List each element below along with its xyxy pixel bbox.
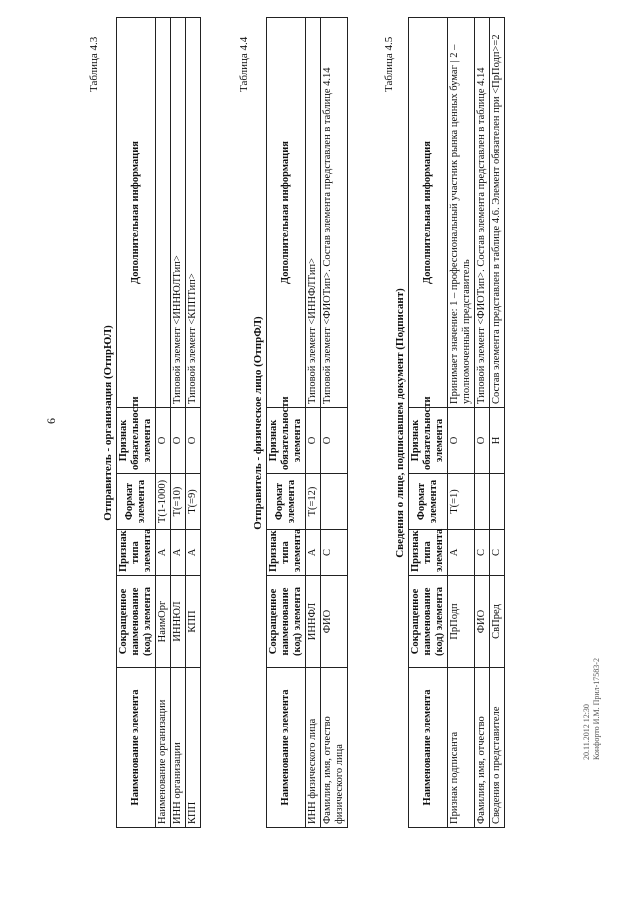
cell-format: T(=1): [448, 474, 475, 530]
column-header: Наименование элемента: [409, 668, 448, 828]
cell-type: С: [475, 530, 490, 576]
stamp-line-1: 20.11.2012 12:30: [582, 704, 591, 760]
table-row: [171, 18, 186, 828]
cell-code: ПрПодп: [448, 576, 475, 668]
table-4-4-caption: Отправитель - физическое лицо (ОтпрФЛ): [252, 316, 264, 530]
cell-name: Сведения о представителе: [490, 668, 505, 828]
cell-format: [490, 474, 505, 530]
cell-name: Признак подписанта: [448, 668, 475, 828]
table-row: [475, 18, 490, 828]
column-header: Формат элемента: [117, 474, 156, 530]
cell-code: КПП: [186, 576, 201, 668]
cell-info: Типовой элемент <ФИОТип>. Состав элемента представлен в таблице 4.14: [321, 18, 348, 408]
cell-code: ИННФЛ: [306, 576, 321, 668]
table-row: [490, 18, 505, 828]
cell-format: T(=12): [306, 474, 321, 530]
cell-code: НаимОрг: [156, 576, 171, 668]
cell-req: О: [171, 408, 186, 474]
stamp-line-2: Конфорто И.М. Прил-17583-2: [592, 658, 601, 760]
column-header: Признак типа элемента: [267, 530, 306, 576]
column-header: Дополнительная информация: [409, 18, 448, 408]
table-4-3-label: Таблица 4.3: [88, 36, 100, 92]
column-header: Формат элемента: [267, 474, 306, 530]
column-header: Признак обязательности элемента: [117, 408, 156, 474]
cell-req: О: [448, 408, 475, 474]
table-row: [156, 18, 171, 828]
cell-info: Принимает значение: 1 – профессиональный участник рынка ценных бумаг | 2 – уполномоченный представитель: [448, 18, 475, 408]
cell-name: Фамилия, имя, отчество физического лица: [321, 668, 348, 828]
column-header: Формат элемента: [409, 474, 448, 530]
column-header: Признак обязательности элемента: [267, 408, 306, 474]
cell-req: О: [475, 408, 490, 474]
table-row: [321, 18, 348, 828]
cell-format: T(1-1000): [156, 474, 171, 530]
cell-format: T(=10): [171, 474, 186, 530]
table-row: [186, 18, 201, 828]
cell-code: СвПред: [490, 576, 505, 668]
cell-type: С: [490, 530, 505, 576]
column-header: Наименование элемента: [117, 668, 156, 828]
cell-info: Типовой элемент <ИННФЛТип>: [306, 18, 321, 408]
column-header: Сокращенное наименование (код) элемента: [409, 576, 448, 668]
cell-info: Типовой элемент <КППТип>: [186, 18, 201, 408]
table-4-4: [250, 18, 348, 828]
registration-stamp: [582, 658, 602, 760]
cell-type: С: [321, 530, 348, 576]
cell-type: А: [186, 530, 201, 576]
table-4-5-caption: Сведения о лице, подписавшем документ (Подписант): [394, 288, 406, 558]
cell-name: Фамилия, имя, отчество: [475, 668, 490, 828]
column-header: Признак обязательности элемента: [409, 408, 448, 474]
cell-info: [156, 18, 171, 408]
page-number: 6: [44, 418, 58, 424]
column-header: Сокращенное наименование (код) элемента: [117, 576, 156, 668]
column-header: Дополнительная информация: [267, 18, 306, 408]
table-4-5-label: Таблица 4.5: [383, 36, 395, 92]
table-4-3: [100, 18, 201, 828]
cell-info: Типовой элемент <ФИОТип>. Состав элемента представлен в таблице 4.14: [475, 18, 490, 408]
table-4-5: [392, 18, 505, 828]
table-4-4-label: Таблица 4.4: [238, 36, 250, 92]
cell-type: А: [306, 530, 321, 576]
column-header: Признак типа элемента: [117, 530, 156, 576]
cell-info: Типовой элемент <ИННЮЛТип>: [171, 18, 186, 408]
cell-type: А: [171, 530, 186, 576]
cell-req: Н: [490, 408, 505, 474]
cell-name: КПП: [186, 668, 201, 828]
cell-type: А: [156, 530, 171, 576]
column-header: Признак типа элемента: [409, 530, 448, 576]
table-row: [448, 18, 475, 828]
cell-req: О: [156, 408, 171, 474]
cell-code: ИННЮЛ: [171, 576, 186, 668]
table-row: [306, 18, 321, 828]
column-header: Дополнительная информация: [117, 18, 156, 408]
table-4-3-caption: Отправитель - организация (ОтпрЮЛ): [102, 325, 114, 521]
cell-code: ФИО: [321, 576, 348, 668]
cell-req: О: [186, 408, 201, 474]
cell-info: Состав элемента представлен в таблице 4.6. Элемент обязателен при <ПрПодп>=2: [490, 18, 505, 408]
cell-type: А: [448, 530, 475, 576]
cell-format: T(=9): [186, 474, 201, 530]
cell-format: [321, 474, 348, 530]
cell-req: О: [321, 408, 348, 474]
cell-name: ИНН организации: [171, 668, 186, 828]
cell-req: О: [306, 408, 321, 474]
cell-name: Наименование организации: [156, 668, 171, 828]
cell-code: ФИО: [475, 576, 490, 668]
cell-format: [475, 474, 490, 530]
cell-name: ИНН физического лица: [306, 668, 321, 828]
column-header: Наименование элемента: [267, 668, 306, 828]
column-header: Сокращенное наименование (код) элемента: [267, 576, 306, 668]
